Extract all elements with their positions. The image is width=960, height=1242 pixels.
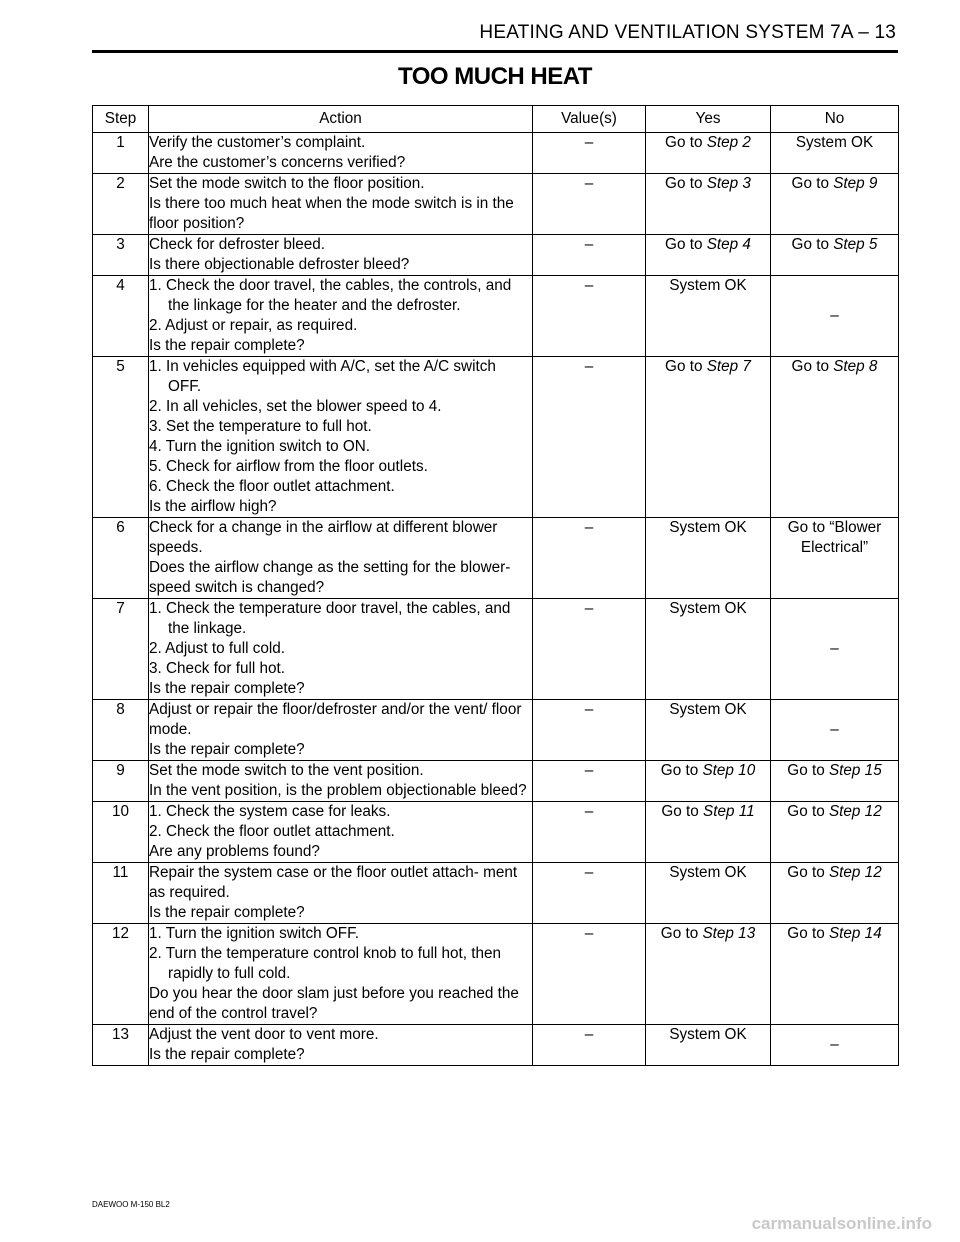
no-cell [771,599,899,700]
no-step-ref: Step 12 [828,864,882,881]
value-cell [533,599,646,700]
value-cell [533,802,646,863]
yes-cell [646,133,771,174]
yes-step-ref: Step 7 [706,358,751,375]
no-cell [771,518,899,599]
no-cell [771,761,899,802]
action-line: 5. Check for airflow from the floor outlets. [149,458,428,475]
action-line: Are any problems found? [149,843,320,860]
no-prefix: Go to [791,358,829,375]
yes-text: System OK [669,519,747,536]
step-number: 5 [93,357,149,518]
no-step-ref: Step 12 [828,803,882,820]
yes-step-ref: Step 10 [702,762,756,779]
diagnostic-table [92,105,899,1066]
action-line: 3. Check for full hot. [149,660,286,677]
action-line: Check for a change in the airflow at different blower speeds. [149,519,498,556]
yes-step-ref: Step 4 [706,236,751,253]
step-number: 1 [93,133,149,174]
value-text: – [584,134,594,151]
yes-cell [646,599,771,700]
table-row [93,133,899,174]
column-header-no: No [771,106,899,133]
no-cell [771,802,899,863]
action-line: 2. Adjust to full cold. [149,640,286,657]
table-body [93,133,899,1066]
action-cell [149,700,533,761]
action-cell [149,924,533,1025]
yes-cell [646,802,771,863]
no-text: – [830,1036,839,1053]
action-line: Is the repair complete? [149,904,305,921]
footer-code: DAEWOO M-150 BL2 [92,1200,170,1209]
value-cell [533,276,646,357]
yes-cell [646,1025,771,1066]
no-prefix: Go to [791,236,829,253]
action-line: Verify the customer’s complaint. [149,134,366,151]
page-title: TOO MUCH HEAT [398,63,592,90]
value-text: – [584,519,594,536]
action-line: Does the airflow change as the setting for the blower-speed switch is changed? [149,559,511,596]
table-row [93,700,899,761]
action-cell [149,761,533,802]
value-text: – [584,762,594,779]
action-line: Check for defroster bleed. [149,236,326,253]
action-line: 2. Adjust or repair, as required. [149,317,358,334]
no-cell [771,133,899,174]
no-cell [771,1025,899,1066]
no-cell [771,700,899,761]
action-cell [149,357,533,518]
no-cell [771,924,899,1025]
step-number: 10 [93,802,149,863]
step-number: 8 [93,700,149,761]
step-number: 4 [93,276,149,357]
value-text: – [584,1026,594,1043]
value-cell [533,133,646,174]
watermark: carmanualsonline.info [751,1214,932,1233]
no-prefix: Go to [787,925,825,942]
action-cell [149,276,533,357]
value-cell [533,761,646,802]
action-line: Is the airflow high? [149,498,277,515]
action-line: Is the repair complete? [149,1046,305,1063]
value-text: – [584,236,594,253]
value-cell [533,863,646,924]
action-cell [149,235,533,276]
value-cell [533,700,646,761]
no-text: System OK [795,134,874,151]
action-cell [149,863,533,924]
page-header: HEATING AND VENTILATION SYSTEM 7A – 13 [479,22,896,43]
yes-step-ref: Step 11 [703,803,755,820]
no-text: – [830,640,839,657]
yes-cell [646,357,771,518]
value-cell [533,518,646,599]
no-step-ref: Step 5 [833,236,878,253]
action-line: 1. Turn the ignition switch OFF. [149,925,359,942]
action-line: 1. Check the system case for leaks. [149,803,391,820]
yes-prefix: Go to [665,236,703,253]
yes-cell [646,924,771,1025]
action-line: Set the mode switch to the vent position. [149,762,424,779]
yes-text: System OK [669,277,747,294]
table-row [93,235,899,276]
no-text: – [830,307,839,324]
action-line: Repair the system case or the floor outlet attach- ment as required. [149,864,518,901]
table-row [93,761,899,802]
no-cell [771,357,899,518]
no-prefix: Go to [787,864,825,881]
value-cell [533,1025,646,1066]
no-text: – [830,721,839,738]
value-text: – [584,803,594,820]
yes-text: System OK [669,864,747,881]
action-cell [149,802,533,863]
yes-cell [646,276,771,357]
action-line: 1. Check the door travel, the cables, the controls, and the linkage for the heater and the defroster. [149,277,512,314]
step-number: 12 [93,924,149,1025]
value-cell [533,235,646,276]
step-number: 7 [93,599,149,700]
action-line: Is there objectionable defroster bleed? [149,256,410,273]
step-number: 6 [93,518,149,599]
table-row [93,174,899,235]
action-cell [149,133,533,174]
yes-cell [646,761,771,802]
action-line: Set the mode switch to the floor position. [149,175,425,192]
table-row [93,924,899,1025]
column-header-step: Step [93,106,149,133]
no-text: Go to “Blower Electrical” [787,519,882,556]
no-cell [771,235,899,276]
action-line: 2. In all vehicles, set the blower speed to 4. [149,398,442,415]
yes-text: System OK [669,701,747,718]
yes-cell [646,235,771,276]
yes-text: System OK [669,1026,747,1043]
no-prefix: Go to [787,762,825,779]
yes-prefix: Go to [665,358,703,375]
table-row [93,863,899,924]
value-text: – [584,925,594,942]
action-cell [149,1025,533,1066]
header-rule [92,50,898,53]
action-line: Is there too much heat when the mode switch is in the floor position? [149,195,514,232]
no-prefix: Go to [791,175,829,192]
value-text: – [584,277,594,294]
action-line: Is the repair complete? [149,741,305,758]
yes-prefix: Go to [665,175,703,192]
no-cell [771,174,899,235]
action-line: 2. Check the floor outlet attachment. [149,823,395,840]
action-line: Do you hear the door slam just before you reached the end of the control travel? [149,985,519,1022]
yes-prefix: Go to [660,925,699,942]
value-cell [533,174,646,235]
step-number: 2 [93,174,149,235]
action-line: 6. Check the floor outlet attachment. [149,478,395,495]
value-text: – [584,600,594,617]
step-number: 13 [93,1025,149,1066]
action-cell [149,599,533,700]
value-text: – [584,864,594,881]
table-header-row [93,106,899,133]
action-line: 1. Check the temperature door travel, the cables, and the linkage. [149,600,511,637]
action-line: Adjust or repair the floor/defroster and/or the vent/ floor mode. [149,701,522,738]
value-text: – [584,701,594,718]
action-line: In the vent position, is the problem objectionable bleed? [149,782,527,799]
no-step-ref: Step 8 [833,358,878,375]
action-line: 2. Turn the temperature control knob to full hot, then rapidly to full cold. [149,945,502,982]
table-row [93,518,899,599]
yes-prefix: Go to [665,134,703,151]
value-cell [533,924,646,1025]
action-line: 1. In vehicles equipped with A/C, set the A/C switch OFF. [149,358,496,395]
yes-cell [646,174,771,235]
no-cell [771,276,899,357]
yes-text: System OK [669,600,747,617]
yes-step-ref: Step 13 [702,925,756,942]
value-cell [533,357,646,518]
step-number: 11 [93,863,149,924]
yes-step-ref: Step 2 [706,134,751,151]
action-cell [149,174,533,235]
no-cell [771,863,899,924]
value-text: – [584,358,594,375]
yes-prefix: Go to [660,762,699,779]
action-line: 4. Turn the ignition switch to ON. [149,438,371,455]
action-line: 3. Set the temperature to full hot. [149,418,372,435]
action-line: Is the repair complete? [149,337,305,354]
yes-cell [646,863,771,924]
yes-cell [646,700,771,761]
no-prefix: Go to [787,803,825,820]
table-row [93,357,899,518]
table-row [93,599,899,700]
no-step-ref: Step 9 [833,175,878,192]
value-text: – [584,175,594,192]
column-header-values: Value(s) [533,106,646,133]
table-row [93,1025,899,1066]
column-header-yes: Yes [646,106,771,133]
no-step-ref: Step 14 [828,925,882,942]
table-row [93,802,899,863]
action-line: Adjust the vent door to vent more. [149,1026,379,1043]
action-line: Is the repair complete? [149,680,305,697]
column-header-action: Action [149,106,533,133]
step-number: 9 [93,761,149,802]
yes-step-ref: Step 3 [706,175,751,192]
step-number: 3 [93,235,149,276]
yes-cell [646,518,771,599]
table-row [93,276,899,357]
yes-prefix: Go to [661,803,699,820]
action-cell [149,518,533,599]
no-step-ref: Step 15 [828,762,882,779]
action-line: Are the customer’s concerns verified? [149,154,406,171]
